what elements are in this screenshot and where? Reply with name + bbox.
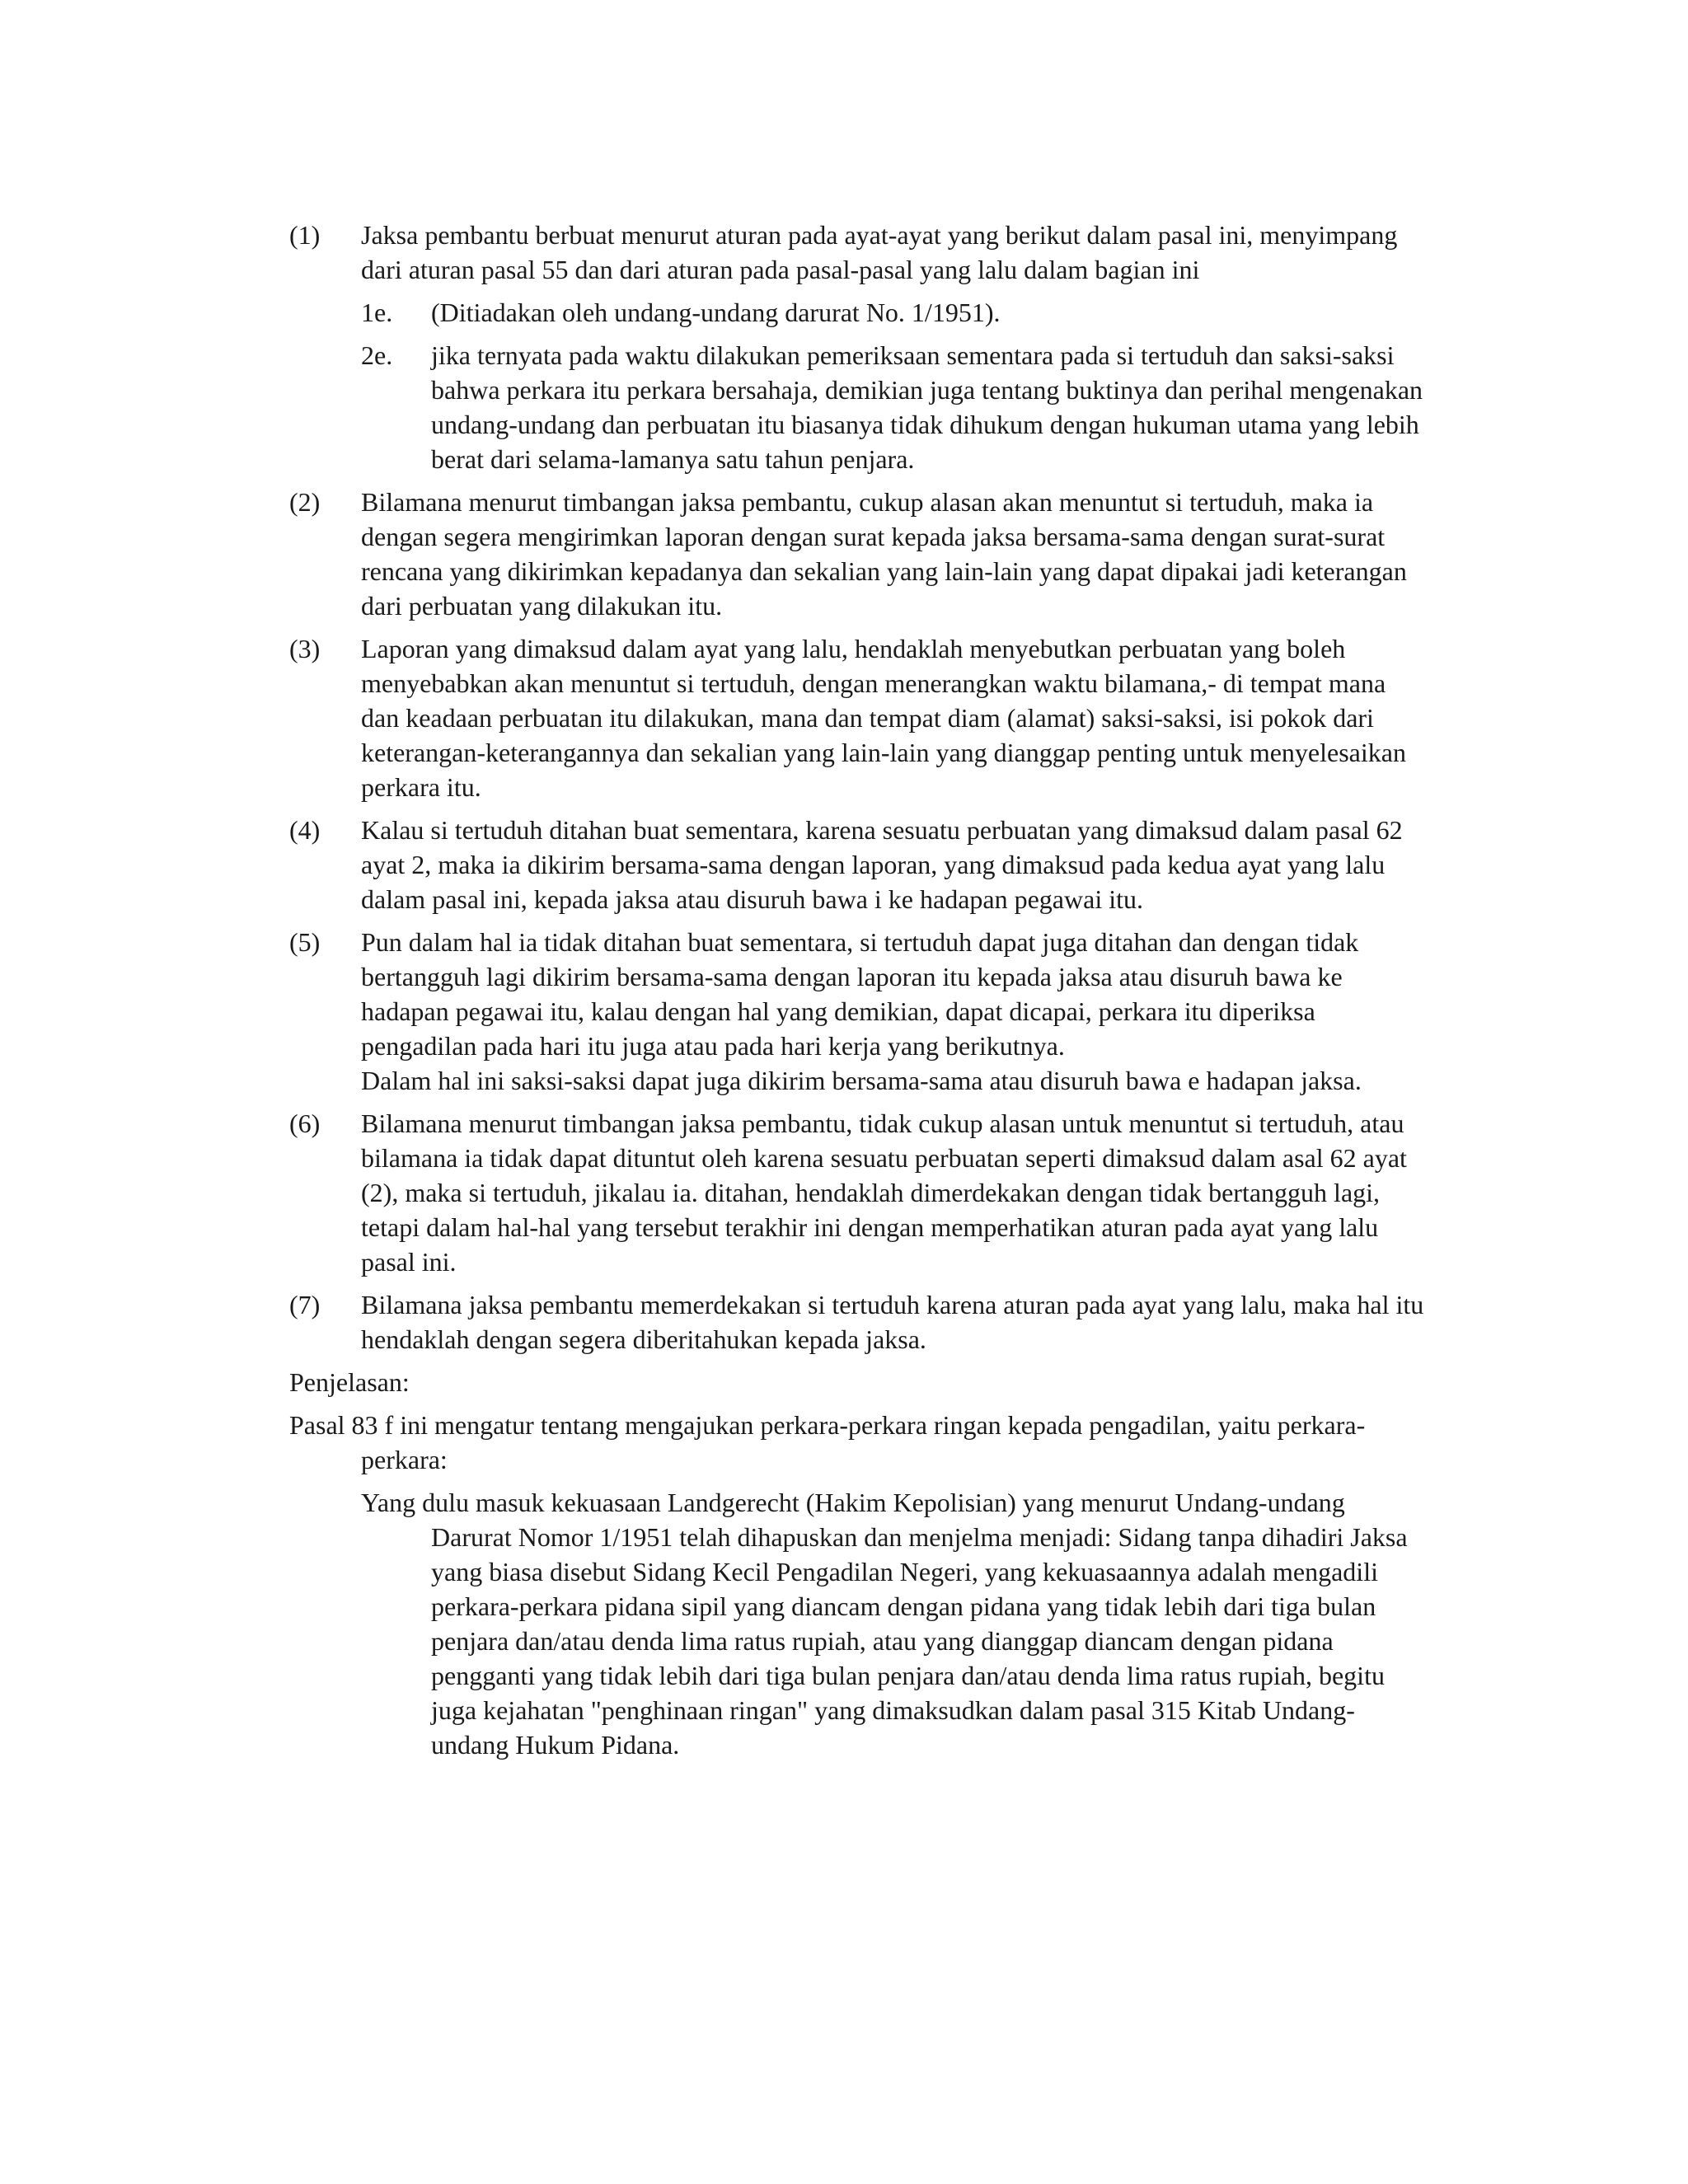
paragraph-6 [289,1106,1427,1279]
paragraph-number: (5) [289,927,321,957]
sub-item-2e [361,338,1427,476]
paragraph-1 [289,218,1427,476]
paragraph-number: (1) [289,220,321,250]
sub-item-number: 1e. [361,298,393,327]
paragraph-3 [289,631,1427,804]
document-body [289,218,1427,1762]
sub-item-number: 2e. [361,340,393,370]
sub-item-text: jika ternyata pada waktu dilakukan pemeriksaan sementara pada si tertuduh dan saksi-saksi bahwa perkara itu perkara bersahaja, demikian juga tentang buktinya dan perihal mengenakan undang-undang dan perbuatan itu biasanya tidak dihukum dengan hukuman utama yang lebih berat dari selama-lamanya satu tahun penjara. [431,340,1423,474]
paragraph-number: (6) [289,1108,321,1138]
paragraph-text: Bilamana menurut timbangan jaksa pembantu, cukup alasan akan menuntut si tertuduh, maka ia dengan segera mengirimkan laporan dengan surat kepada jaksa bersama-sama dengan surat-surat rencana yang dikirimkan kepadanya dan sekalian yang lain-lain yang dapat dipakai jadi keterangan dari perbuatan yang dilakukan itu. [361,487,1407,621]
paragraph-number: (4) [289,815,321,845]
paragraph-number: (7) [289,1290,321,1319]
explanation-heading: Penjelasan: [289,1367,410,1397]
paragraph-number: (3) [289,634,321,663]
paragraph-text: Laporan yang dimaksud dalam ayat yang lalu, hendaklah menyebutkan perbuatan yang boleh menyebabkan akan menuntut si tertuduh, dengan menerangkan waktu bilamana,- di tempat mana dan keadaan perbuatan itu dilakukan, mana dan tempat diam (alamat) saksi-saksi, isi pokok dari keterangan-keterangannya dan sekalian yang lain-lain yang dianggap penting untuk menyelesaikan perkara itu. [361,634,1406,802]
paragraph-4 [289,813,1427,916]
explanation-detail: Yang dulu masuk kekuasaan Landgerecht (Hakim Kepolisian) yang menurut Undang-undang Darurat Nomor 1/1951 telah dihapuskan dan menjelma menjadi: Sidang tanpa dihadiri Jaksa yang biasa disebut Sidang Kecil Pengadilan Negeri, yang kekuasaannya adalah mengadili perkara-perkara pidana sipil yang diancam dengan pidana yang tidak lebih dari tiga bulan penjara dan/atau denda lima ratus rupiah, atau yang dianggap diancam dengan pidana pengganti yang tidak lebih dari tiga bulan penjara dan/atau denda lima ratus rupiah, begitu juga kejahatan "penghinaan ringan" yang dimaksudkan dalam pasal 315 Kitab Undang-undang Hukum Pidana. [361,1488,1408,1760]
sub-item-1e [361,295,1427,330]
paragraph-2 [289,485,1427,623]
paragraph-number: (2) [289,487,321,517]
explanation-intro: Pasal 83 f ini mengatur tentang mengajukan perkara-perkara ringan kepada pengadilan, yaitu perkara-perkara: [289,1410,1366,1474]
sub-item-text: (Ditiadakan oleh undang-undang darurat No. 1/1951). [431,298,1001,327]
paragraph-text: Jaksa pembantu berbuat menurut aturan pada ayat-ayat yang berikut dalam pasal ini, menyimpang dari aturan pasal 55 dan dari aturan pada pasal-pasal yang lalu dalam bagian ini [361,220,1398,284]
paragraph-extra-text: Dalam hal ini saksi-saksi dapat juga dikirim bersama-sama atau disuruh bawa e hadapan jaksa. [361,1066,1362,1095]
paragraph-text: Kalau si tertuduh ditahan buat sementara, karena sesuatu perbuatan yang dimaksud dalam pasal 62 ayat 2, maka ia dikirim bersama-sama dengan laporan, yang dimaksud pada kedua ayat yang lalu dalam pasal ini, kepada jaksa atau disuruh bawa i ke hadapan pegawai itu. [361,815,1403,914]
paragraph-text: Bilamana menurut timbangan jaksa pembantu, tidak cukup alasan untuk menuntut si tertuduh, atau bilamana ia tidak dapat dituntut oleh karena sesuatu perbuatan seperti dimaksud dalam asal 62 ayat (2), maka si tertuduh, jikalau ia. ditahan, hendaklah dimerdekakan dengan tidak bertangguh lagi, tetapi dalam hal-hal yang tersebut terakhir ini dengan memperhatikan aturan pada ayat yang lalu pasal ini. [361,1108,1407,1277]
paragraph-text: Pun dalam hal ia tidak ditahan buat sementara, si tertuduh dapat juga ditahan dan dengan tidak bertangguh lagi dikirim bersama-sama dengan laporan itu kepada jaksa atau disuruh bawa ke hadapan pegawai itu, kalau dengan hal yang demikian, dapat dicapai, perkara itu diperiksa pengadilan pada hari itu juga atau pada hari kerja yang berikutnya. [361,927,1359,1061]
paragraph-5 [289,925,1427,1098]
paragraph-text: Bilamana jaksa pembantu memerdekakan si tertuduh karena aturan pada ayat yang lalu, maka hal itu hendaklah dengan segera diberitahukan kepada jaksa. [361,1290,1424,1354]
paragraph-7 [289,1287,1427,1357]
